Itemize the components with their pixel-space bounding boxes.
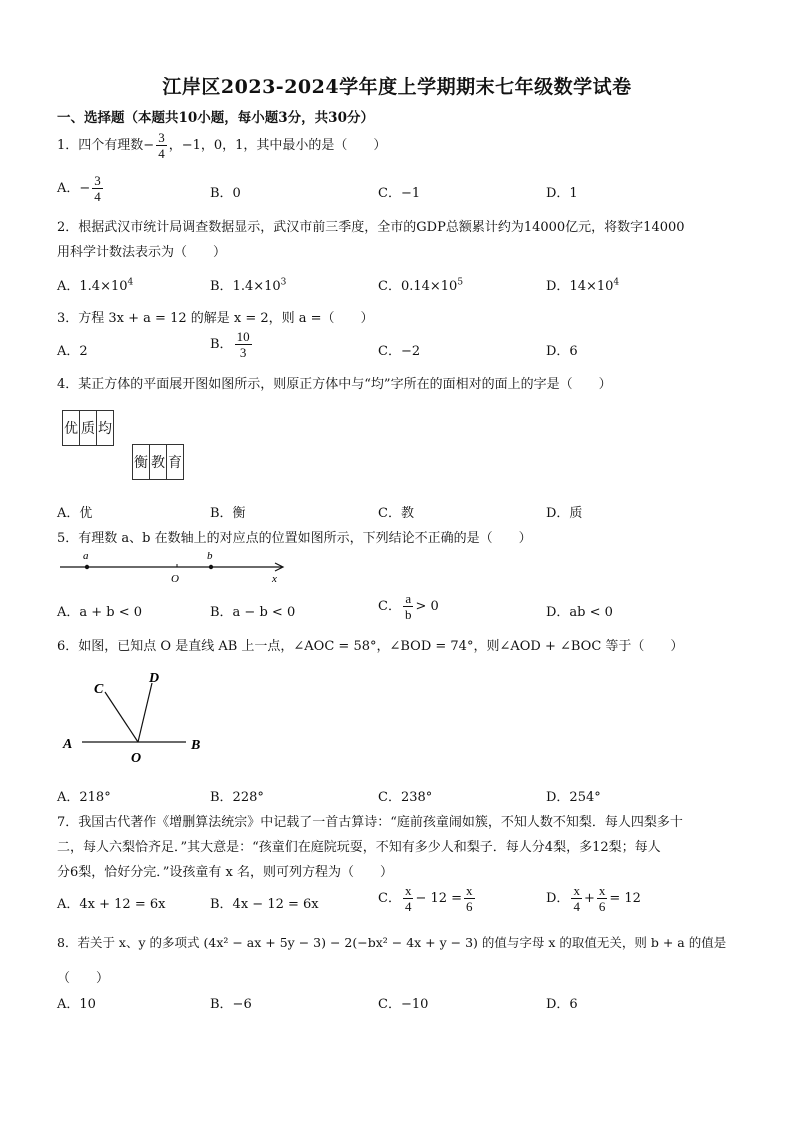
q7-d-mid: + bbox=[583, 891, 595, 906]
q4-option-a: A．优 bbox=[57, 506, 93, 521]
q7-d-d2: 6 bbox=[598, 899, 606, 914]
q3-option-b-den: 3 bbox=[239, 345, 247, 360]
q7-option-d-frac-2 bbox=[597, 883, 608, 914]
q2-option-c-exp: 5 bbox=[457, 277, 464, 288]
q7-c-n1: x bbox=[404, 883, 412, 898]
net-face-you: 优 bbox=[63, 411, 80, 446]
q7-option-c-label: C． bbox=[378, 891, 401, 906]
q5-option-c-num: a bbox=[405, 591, 412, 606]
ray-od bbox=[138, 683, 152, 742]
q2-option-b-label: B． bbox=[210, 279, 233, 294]
net-face-jun: 均 bbox=[97, 411, 114, 446]
question-3: 3．方程 3x + a = 12 的解是 x = 2，则 a =（ ） bbox=[57, 311, 374, 326]
q6-option-c: C．238° bbox=[378, 790, 433, 805]
q1-option-d: D．1 bbox=[546, 186, 578, 201]
section-heading: 一、选择题（本题共10小题，每小题3分，共30分） bbox=[57, 110, 374, 126]
net-face-heng: 衡 bbox=[133, 445, 150, 480]
q2-option-a-label: A． bbox=[57, 279, 80, 294]
number-line-figure bbox=[56, 546, 296, 586]
q3-option-b-fraction bbox=[235, 329, 252, 360]
q1-option-c: C．−1 bbox=[378, 186, 421, 201]
q3-option-b-label: B． bbox=[210, 337, 233, 352]
q2-option-d-label: D． bbox=[546, 279, 570, 294]
q2-option-c-label: C． bbox=[378, 279, 401, 294]
q7-c-mid: − 12 = bbox=[415, 891, 463, 906]
cube-net-top-row bbox=[62, 410, 114, 446]
question-8-line-1: 8．若关于 x、y 的多项式 (4x² − ax + 5y − 3) − 2(−bx² − 4x + y − 3) 的值与字母 x 的取值无关，则 b + a 的值是 bbox=[57, 935, 727, 950]
q7-option-c-frac-1 bbox=[403, 883, 414, 914]
q5-option-d: D．ab < 0 bbox=[546, 605, 613, 620]
q3-option-a: A．2 bbox=[57, 344, 88, 359]
q3-option-d: D．6 bbox=[546, 344, 578, 359]
q1-stem: 1．四个有理数 bbox=[57, 138, 144, 153]
label-o-point: O bbox=[131, 751, 142, 766]
question-7-line-3: 分6梨，恰好分完．”设孩童有 x 名，则可列方程为（ ） bbox=[57, 865, 394, 880]
q5-option-c bbox=[378, 591, 439, 622]
q2-option-c-base: 0.14×10 bbox=[400, 279, 458, 294]
q1-sign: − bbox=[143, 138, 155, 153]
q3-option-b-num: 10 bbox=[236, 329, 250, 344]
q8-option-c: C．−10 bbox=[378, 997, 429, 1012]
q5-option-c-den: b bbox=[404, 607, 412, 622]
question-4: 4．某正方体的平面展开图如图所示，则原正方体中与“均”字所在的面相对的面上的字是（ ） bbox=[57, 377, 612, 392]
question-7-line-1: 7．我国古代著作《增删算法统宗》中记载了一首古算诗：“庭前孩童闹如簇，不知人数不知梨．每人四梨多十 bbox=[57, 815, 683, 830]
q1-frac-num: 3 bbox=[158, 130, 165, 145]
label-d-point: D bbox=[149, 671, 160, 686]
q1-fraction bbox=[156, 130, 167, 161]
question-5: 5．有理数 a、b 在数轴上的对应点的位置如图所示，下列结论不正确的是（ ） bbox=[57, 531, 532, 546]
q7-option-b: B．4x − 12 = 6x bbox=[210, 897, 319, 912]
q6-option-b: B．228° bbox=[210, 790, 264, 805]
question-2-line-1: 2．根据武汉市统计局调查数据显示，武汉市前三季度，全市的GDP总额累计约为14000亿元，将数字14000 bbox=[57, 220, 685, 235]
q7-option-a: A．4x + 12 = 6x bbox=[57, 897, 166, 912]
q7-d-d1: 4 bbox=[573, 899, 580, 914]
q1-option-a-sign: − bbox=[79, 181, 91, 196]
q7-c-n2: x bbox=[466, 883, 473, 898]
cube-net-bottom-row bbox=[132, 444, 184, 480]
q4-option-b: B．衡 bbox=[210, 506, 246, 521]
label-origin: O bbox=[171, 573, 179, 585]
question-7-line-2: 二，每人六梨恰齐足．”其大意是：“孩童们在庭院玩耍，不知有多少人和梨子．每人分4梨，多12梨；每人 bbox=[57, 840, 661, 855]
net-face-jiao: 教 bbox=[150, 445, 167, 480]
q2-option-c bbox=[378, 275, 463, 294]
q2-option-b bbox=[210, 275, 286, 294]
q2-option-d bbox=[546, 275, 619, 294]
q7-d-n2: x bbox=[598, 883, 606, 898]
q4-option-c: C．教 bbox=[378, 506, 414, 521]
q2-option-b-exp: 3 bbox=[280, 277, 287, 288]
q7-c-d1: 4 bbox=[404, 899, 412, 914]
question-1 bbox=[57, 130, 386, 161]
q4-option-d: D．质 bbox=[546, 506, 583, 521]
point-a bbox=[85, 565, 89, 569]
q7-option-d bbox=[546, 883, 641, 914]
q6-option-a: A．218° bbox=[57, 790, 111, 805]
net-face-yu: 育 bbox=[167, 445, 184, 480]
label-b: b bbox=[207, 550, 213, 562]
q1-option-a-den: 4 bbox=[94, 189, 101, 204]
q1-option-a-num: 3 bbox=[94, 173, 101, 188]
q8-option-b: B．−6 bbox=[210, 997, 252, 1012]
q7-d-tail: = 12 bbox=[609, 891, 641, 906]
angle-figure bbox=[58, 668, 218, 772]
q1-tail: ，−1，0，1，其中最小的是（ ） bbox=[168, 138, 387, 153]
q2-option-a-base: 1.4×10 bbox=[79, 279, 128, 294]
label-c-point: C bbox=[94, 682, 104, 697]
label-b-point: B bbox=[191, 738, 201, 753]
net-face-zhi: 质 bbox=[80, 411, 97, 446]
q7-d-n1: x bbox=[573, 883, 580, 898]
q2-option-a bbox=[57, 275, 133, 294]
q1-option-a-fraction bbox=[92, 173, 103, 204]
q2-option-a-exp: 4 bbox=[127, 277, 134, 288]
q1-option-a bbox=[57, 173, 105, 204]
question-2-line-2: 用科学计数法表示为（ ） bbox=[57, 245, 227, 260]
q2-option-b-base: 1.4×10 bbox=[232, 279, 281, 294]
ray-oc bbox=[105, 692, 138, 742]
label-a: a bbox=[83, 550, 89, 562]
q5-option-c-label: C． bbox=[378, 599, 401, 614]
q5-option-a: A．a + b < 0 bbox=[57, 605, 143, 620]
q1-option-a-label: A． bbox=[57, 181, 80, 196]
question-6: 6．如图，已知点 O 是直线 AB 上一点，∠AOC = 58°，∠BOD = 74°，则∠AOD + ∠BOC 等于（ ） bbox=[57, 639, 684, 654]
label-x: x bbox=[272, 573, 277, 585]
q2-option-d-exp: 4 bbox=[613, 277, 620, 288]
q7-option-d-frac-1 bbox=[571, 883, 582, 914]
q5-option-c-tail: > 0 bbox=[415, 599, 439, 614]
q3-option-c: C．−2 bbox=[378, 344, 421, 359]
q5-option-b: B．a − b < 0 bbox=[210, 605, 296, 620]
q7-c-d2: 6 bbox=[466, 899, 473, 914]
q1-option-b: B．0 bbox=[210, 186, 241, 201]
exam-title: 江岸区2023-2024学年度上学期期末七年级数学试卷 bbox=[162, 76, 632, 98]
label-a-point: A bbox=[63, 737, 73, 752]
q1-frac-den: 4 bbox=[158, 146, 165, 161]
q8-option-d: D．6 bbox=[546, 997, 578, 1012]
q7-option-c-frac-2 bbox=[464, 883, 475, 914]
q3-option-b bbox=[210, 329, 254, 360]
q8-option-a: A．10 bbox=[57, 997, 96, 1012]
q7-option-c bbox=[378, 883, 477, 914]
question-8-line-2: （ ） bbox=[57, 971, 110, 986]
q5-option-c-fraction bbox=[403, 591, 414, 622]
q2-option-d-base: 14×10 bbox=[569, 279, 614, 294]
q7-option-d-label: D． bbox=[546, 891, 570, 906]
point-b bbox=[209, 565, 213, 569]
q6-option-d: D．254° bbox=[546, 790, 601, 805]
